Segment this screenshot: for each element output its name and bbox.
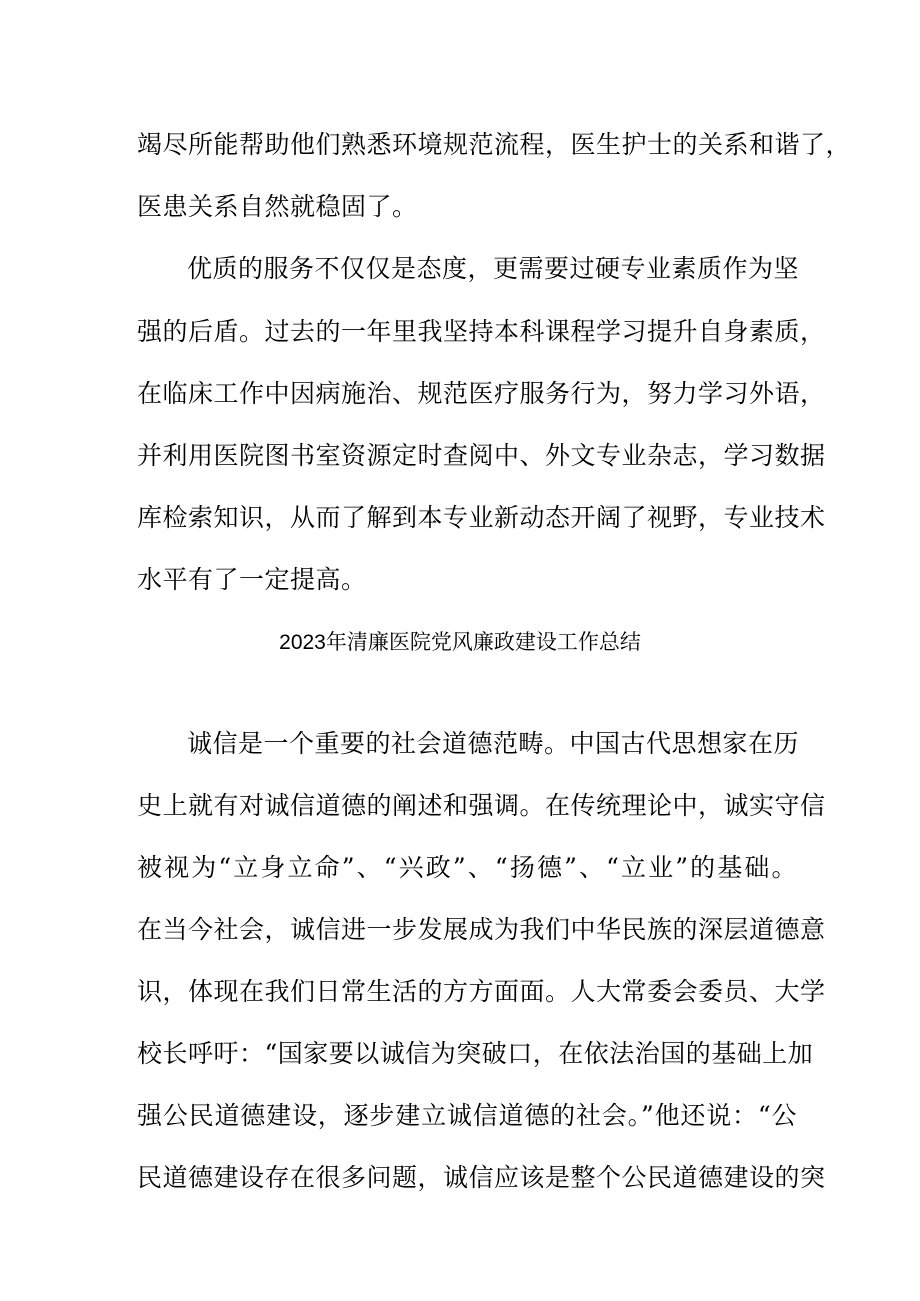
paragraph-3-line-8: 民道德建设存在很多问题，诚信应该是整个公民道德建设的突 bbox=[137, 1163, 826, 1192]
paragraph-3-line-3: 被视为“立身立命”、“兴政”、“扬德”、“立业”的基础。 bbox=[137, 853, 797, 882]
paragraph-3-line-6: 校长呼吁：“国家要以诚信为突破口，在依法治国的基础上加 bbox=[137, 1039, 814, 1068]
paragraph-3-line-4: 在当今社会，诚信进一步发展成为我们中华民族的深层道德意 bbox=[137, 915, 826, 944]
paragraph-3-line-2: 史上就有对诚信道德的阐述和强调。在传统理论中，诚实守信 bbox=[137, 791, 826, 820]
paragraph-2-line-3: 在临床工作中因病施治、规范医疗服务行为，努力学习外语， bbox=[137, 379, 826, 408]
paragraph-3-line-7: 强公民道德建设，逐步建立诚信道德的社会。”他还说：“公 bbox=[137, 1101, 797, 1130]
paragraph-3-line-5: 识，体现在我们日常生活的方方面面。人大常委会委员、大学 bbox=[137, 977, 826, 1006]
paragraph-2-line-6: 水平有了一定提高。 bbox=[137, 565, 367, 594]
paragraph-2-line-4: 并利用医院图书室资源定时查阅中、外文专业杂志，学习数据 bbox=[137, 441, 826, 470]
paragraph-2-line-5: 库检索知识，从而了解到本专业新动态开阔了视野，专业技术 bbox=[137, 503, 826, 532]
section-title: 2023年清廉医院党风廉政建设工作总结 bbox=[279, 631, 641, 654]
paragraph-3-line-1: 诚信是一个重要的社会道德范畴。中国古代思想家在历 bbox=[187, 729, 800, 758]
paragraph-1-line-1: 竭尽所能帮助他们熟悉环境规范流程，医生护士的关系和谐了， bbox=[137, 130, 852, 159]
paragraph-1-line-2: 医患关系自然就稳固了。 bbox=[137, 192, 418, 221]
paragraph-2-line-2: 强的后盾。过去的一年里我坚持本科课程学习提升自身素质， bbox=[137, 317, 826, 346]
paragraph-2-line-1: 优质的服务不仅仅是态度，更需要过硬专业素质作为坚 bbox=[187, 254, 800, 283]
